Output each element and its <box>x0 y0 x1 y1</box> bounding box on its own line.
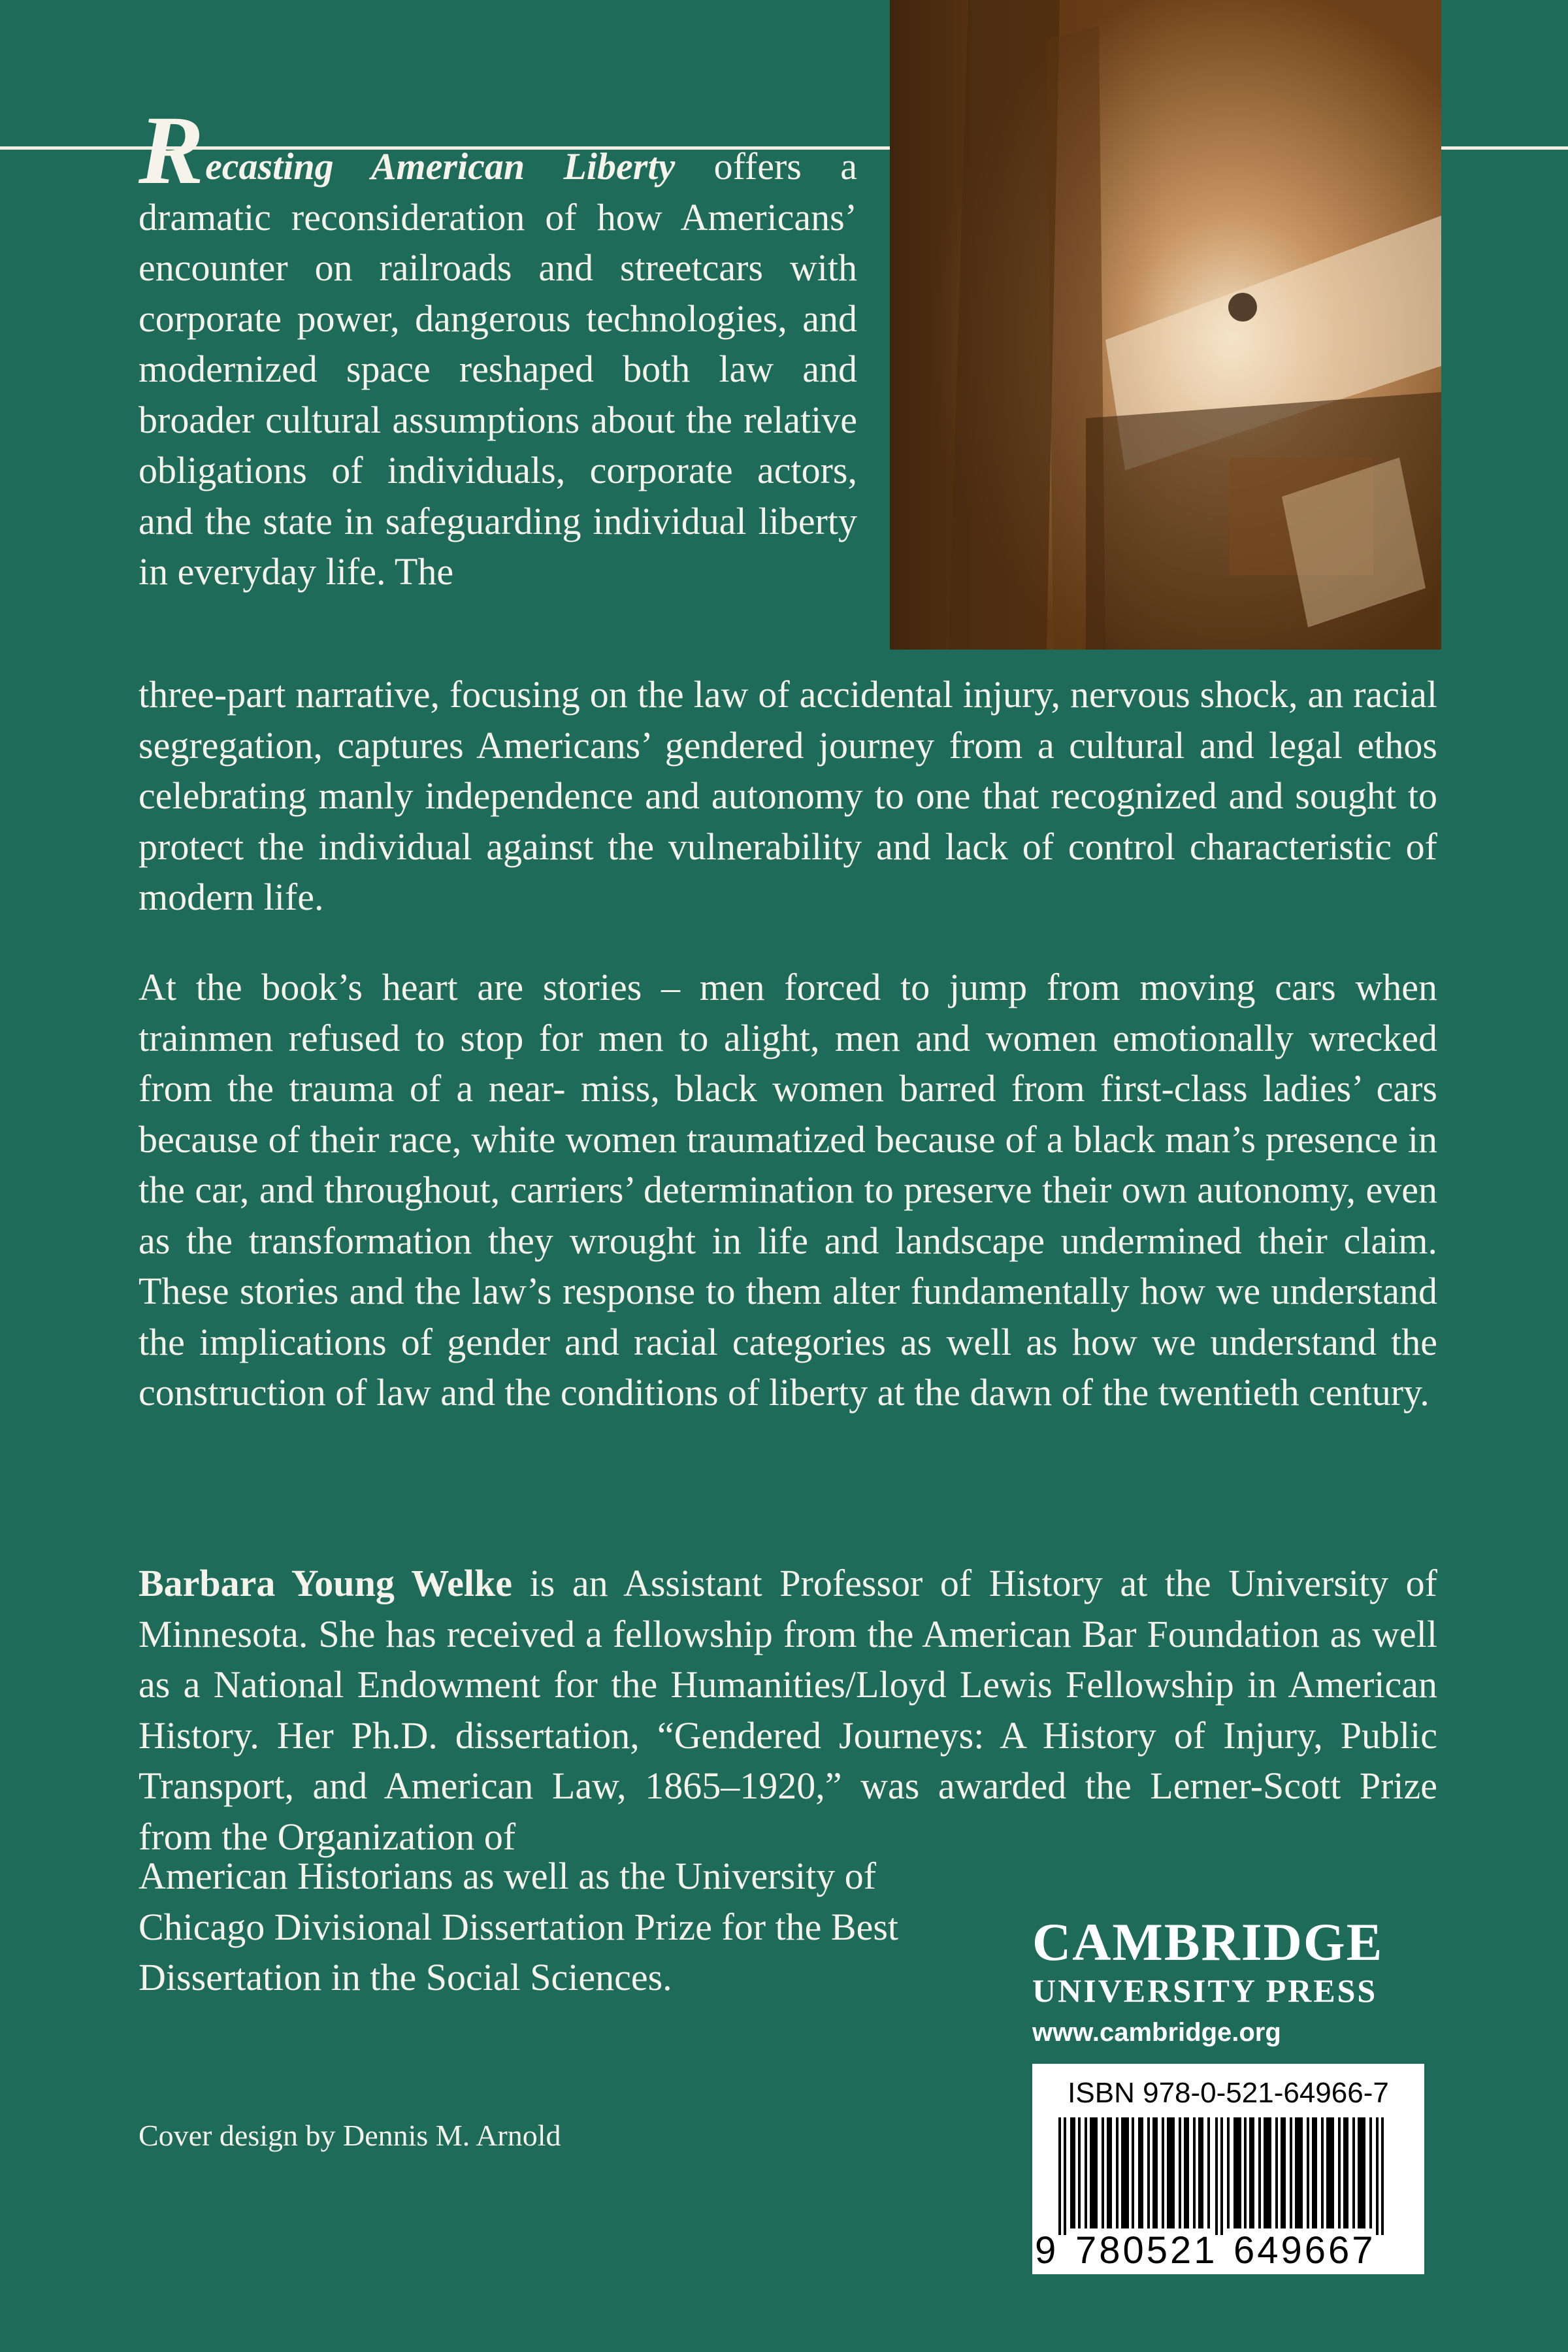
isbn-barcode <box>1032 2064 1424 2274</box>
barcode-bars <box>1058 2117 1398 2235</box>
publisher-logo <box>1032 1912 1490 2051</box>
drop-cap: R <box>139 96 204 205</box>
blurb-paragraph-1-bottom: three-part narrative, focusing on the law of accidental injury, nervous shock, an racial segregation, captures Americans’ gendered journey from a cultural and legal ethos celebrating manly independence and autonomy to one that recognized and sought to protect the individual against the vulnerability and lack of control characteristic of modern life. <box>139 673 1437 918</box>
author-bio-line: American Historians as well as the University of <box>139 1855 877 1897</box>
author-bio <box>139 1558 1437 1862</box>
publisher-subname: UNIVERSITY PRESS <box>1032 1972 1378 2009</box>
blurb-paragraph-2: At the book’s heart are stories – men forced to jump from moving cars when trainmen refused to stop for men to alight, men and women emotionally wrecked from the trauma of a near- miss, black women barred from first-class ladies’ cars because of their race, white women traumatized because of a black man’s presence in the car, and throughout, carriers’ determination to preserve their own autonomy, even as the transformation they wrought in life and landscape undermined their claim. These stories and the law’s response to them alter fundamentally how we understand the implications of gender and racial categories as well as how we understand the construction of law and the conditions of liberty at the dawn of the twentieth century. <box>139 966 1437 1414</box>
author-bio-line: Chicago Divisional Dissertation Prize for the Best <box>139 1905 899 1948</box>
publisher-url: www.cambridge.org <box>1032 2018 1281 2047</box>
isbn-label: ISBN 978-0-521-64966-7 <box>1068 2077 1389 2109</box>
author-bio-continued <box>139 1851 923 2003</box>
ean-lead-digit: 9 <box>1035 2229 1056 2272</box>
publisher-name: CAMBRIDGE <box>1032 1912 1384 1972</box>
cover-photo <box>890 0 1441 650</box>
ean-group-2: 649667 <box>1233 2229 1376 2272</box>
blurb-paragraph-1-top <box>139 96 857 597</box>
author-name: Barbara Young Welke <box>139 1562 513 1604</box>
book-title: ecasting American Liberty <box>205 145 676 188</box>
cover-design-credit: Cover design by Dennis M. Arnold <box>139 2119 561 2152</box>
blurb-paragraph-1-text: offers a dramatic reconsideration of how Americans’ encounter on railroads and streetcars with corporate power, dangerous technologies, and modernized space reshaped both law and broader cultural assumptions about the relative obligations of individuals, corporate actors, and the state in safeguarding individual liberty in everyday life. The <box>139 145 857 593</box>
ean-group-1: 780521 <box>1075 2229 1218 2272</box>
author-bio-line: Dissertation in the Social Sciences. <box>139 1956 672 1998</box>
top-rule-right <box>1441 146 1568 150</box>
author-bio-text: is an Assistant Professor of History at the University of Minnesota. She has received a fellowship from the American Bar Foundation as well as a National Endowment for the Humanities/Lloyd Lewis Fellowship in American History. Her Ph.D. dissertation, “Gendered Journeys: A History of Injury, Public Transport, and American Law, 1865–1920,” was awarded the Lerner-Scott Prize from the Organization of <box>139 1562 1437 1858</box>
